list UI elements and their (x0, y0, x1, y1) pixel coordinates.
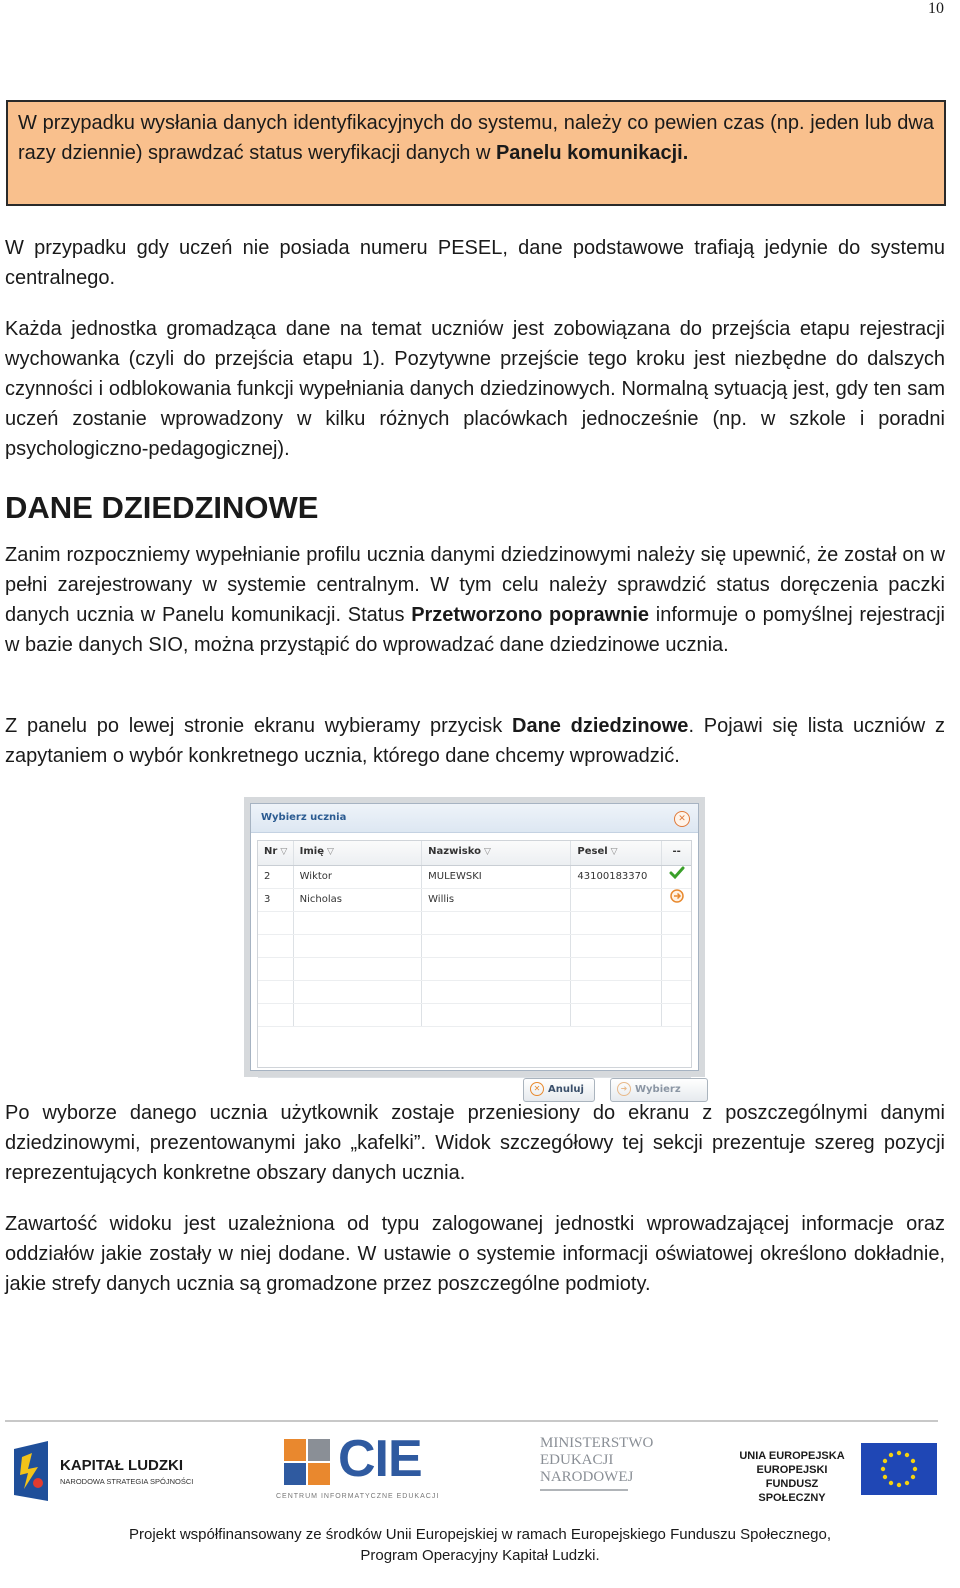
select-button[interactable]: ➜ Wybierz (610, 1078, 708, 1102)
footer-line-1: Projekt współfinansowany ze środków Unii Europejskiej w ramach Europejskiego Funduszu Społecznego, (128, 1526, 832, 1543)
page-number: 10 (928, 0, 944, 17)
footer-line-2: Program Operacyjny Kapitał Ludzki. (360, 1547, 600, 1564)
empty-row (258, 1004, 691, 1027)
footer-divider (5, 1420, 938, 1422)
cell-pesel (571, 889, 662, 911)
cell-imie: Nicholas (294, 889, 423, 911)
paragraph-domain-data: Zanim rozpoczniemy wypełnianie profilu ucznia danymi dziedzinowymi należy się upewnić, że został on w pełni zarejestrowany w systemie centralnym. W tym celu należy sprawdzić status doręczenia paczki danych ucznia w Panelu komunikacji. Status Przetworzono poprawnie informuje o pomyślnej rejestracji w bazie danych SIO, można przystąpić do wprowadzać dane dziedzinowe ucznia. (5, 544, 945, 656)
empty-row (258, 981, 691, 1004)
empty-row (258, 912, 691, 935)
paragraph-panel: Z panelu po lewej stronie ekranu wybieramy przycisk Dane dziedzinowe. Pojawi się lista uczniów z zapytaniem o wybór konkretnego ucznia, którego dane chcemy wprowadzić. (5, 715, 945, 767)
empty-row (258, 958, 691, 981)
check-icon[interactable] (662, 866, 691, 888)
cancel-button[interactable]: ✕ Anuluj (523, 1078, 595, 1102)
callout-bold-panel: Panelu komunikacji (495, 142, 683, 164)
column-header-nazwisko[interactable]: Nazwisko ▽ (422, 841, 571, 865)
filter-icon[interactable]: ▽ (280, 847, 288, 857)
close-icon[interactable]: ✕ (674, 811, 690, 827)
dialog-screenshot (244, 797, 705, 1095)
footer-funding-note (0, 1524, 960, 1566)
cell-imie: Wiktor (294, 866, 423, 888)
choose-student-dialog (250, 803, 699, 1095)
column-header-actions: -- (672, 846, 681, 857)
cell-nr: 3 (258, 889, 294, 911)
column-header-imie[interactable]: Imię ▽ (294, 841, 423, 865)
table-row[interactable] (258, 866, 691, 889)
table-row[interactable] (258, 889, 691, 912)
grid-header (258, 841, 691, 866)
paragraph-pesel: W przypadku gdy uczeń nie posiada numeru PESEL, dane podstawowe trafiają jedynie do systemu centralnego. (5, 237, 945, 289)
paragraph-tiles: Po wyborze danego ucznia użytkownik zostaje przeniesiony do ekranu z poszczególnymi danymi dziedzinowymi, prezentowanymi jako „kafelki”. Widok szczegółowy tej sekcji prezentuje szereg pozycji reprezentujących konkretne obszary danych ucznia. (5, 1102, 945, 1184)
eu-logo: UNIA EUROPEJSKA EUROPEJSKI FUNDUSZ SPOŁECZNY (733, 1435, 943, 1507)
status-bold: Przetworzono poprawnie (411, 604, 650, 626)
arrow-right-icon: ➜ (617, 1082, 631, 1096)
students-grid (257, 840, 692, 1095)
cell-nr: 2 (258, 866, 294, 888)
paragraph-view-content: Zawartość widoku jest uzależniona od typu zalogowanej jednostki wprowadzającej informacje oraz oddziałów jakie zostały w niej dodane. W ustawie o systemie informacji oświatowej określono dokładnie, jakie strefy danych ucznia są gromadzone przez poszczególne podmioty. (5, 1213, 945, 1295)
filter-icon[interactable]: ▽ (483, 847, 491, 857)
callout-text: W przypadku wysłania danych identyfikacyjnych do systemu, należy co pewien czas (np. jeden lub dwa razy dziennie) sprawdzać status weryfikacji danych w Panelu komunikacji. (18, 112, 934, 164)
section-heading: DANE DZIEDZINOWE (5, 490, 319, 525)
arrow-circle-icon[interactable] (662, 889, 691, 911)
cell-pesel: 43100183370 (571, 866, 662, 888)
ministry-logo: MINISTERSTWO EDUKACJI NARODOWEJ (540, 1435, 670, 1507)
column-header-pesel[interactable]: Pesel ▽ (571, 841, 662, 865)
cell-nazwisko: MULEWSKI (422, 866, 571, 888)
paragraph-registration: Każda jednostka gromadząca dane na temat uczniów jest zobowiązana do przejścia etapu rejestracji wychowanka (czyli do przejścia etapu 1). Pozytywne przejście tego kroku jest niezbędne do dalszych czynności i odblokowania funkcji wypełniania danych dziedzinowych. Normalną sytuacją jest, gdy ten sam uczeń zostanie wprowadzony w kilku różnych placówkach jednocześnie (np. w szkole i poradni psychologiczno-pedagogicznej). (5, 318, 945, 460)
dialog-title-bar (251, 804, 698, 833)
filter-icon[interactable]: ▽ (610, 847, 618, 857)
button-name-bold: Dane dziedzinowe (512, 715, 689, 737)
dialog-title: Wybierz ucznia (261, 812, 347, 823)
empty-row (258, 935, 691, 958)
eu-flag-icon (861, 1443, 937, 1495)
cie-logo: CIE CENTRUM INFORMATYCZNE EDUKACJI (276, 1430, 440, 1500)
cancel-icon: ✕ (530, 1082, 544, 1096)
info-callout-box (6, 100, 946, 206)
column-header-nr[interactable]: Nr ▽ (258, 841, 294, 865)
filter-icon[interactable]: ▽ (327, 847, 334, 857)
cell-nazwisko: Willis (422, 889, 571, 911)
kapital-ludzki-logo: KAPITAŁ LUDZKI NARODOWA STRATEGIA SPÓJNOŚCI (8, 1435, 208, 1507)
